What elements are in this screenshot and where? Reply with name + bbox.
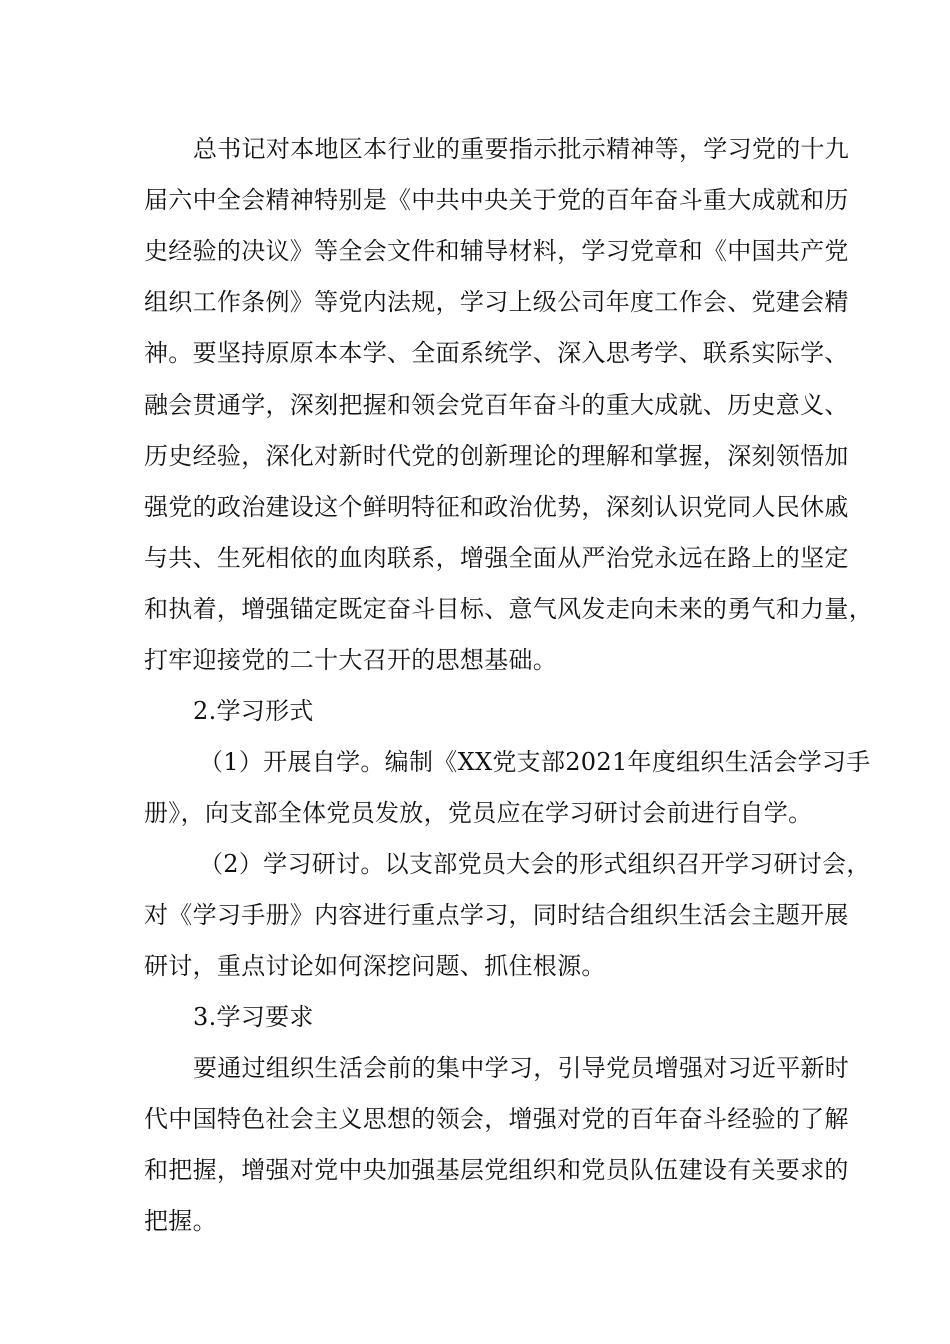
paragraph-line: 册》，向支部全体党员发放，党员应在学习研讨会前进行自学。 [144, 799, 813, 827]
paragraph-line: 和把握，增强对党中央加强基层党组织和党员队伍建设有关要求的 [144, 1156, 849, 1184]
list-item-self-study: （1）开展自学。编制《XX党支部2021年度组织生活会学习手 [199, 748, 871, 776]
paragraph-line: 强党的政治建设这个鲜明特征和政治优势，深刻认识党同人民休戚 [144, 493, 849, 521]
paragraph-line: 组织工作条例》等党内法规，学习上级公司年度工作会、党建会精 [144, 288, 849, 316]
paragraph-line: 把握。 [144, 1207, 217, 1235]
paragraph-line: 要通过组织生活会前的集中学习，引导党员增强对习近平新时 [193, 1054, 850, 1082]
paragraph-line: 历史经验，深化对新时代党的创新理论的理解和掌握，深刻领悟加 [144, 442, 849, 470]
paragraph-line: 代中国特色社会主义思想的领会，增强对党的百年奋斗经验的了解 [144, 1105, 849, 1133]
paragraph-line: 总书记对本地区本行业的重要指示批示精神等，学习党的十九 [193, 135, 850, 163]
paragraph-line: 融会贯通学，深刻把握和领会党百年奋斗的重大成就、历史意义、 [144, 391, 849, 419]
paragraph-line: 神。要坚持原原本本学、全面系统学、深入思考学、联系实际学、 [144, 339, 849, 367]
paragraph-line: 史经验的决议》等全会文件和辅导材料，学习党章和《中国共产党 [144, 237, 849, 265]
paragraph-line: 研讨，重点讨论如何深挖问题、抓住根源。 [144, 952, 606, 980]
paragraph-line: 届六中全会精神特别是《中共中央关于党的百年奋斗重大成就和历 [144, 186, 849, 214]
paragraph-line: 对《学习手册》内容进行重点学习，同时结合组织生活会主题开展 [144, 901, 849, 929]
paragraph-line: 打牢迎接党的二十大召开的思想基础。 [144, 646, 558, 674]
section-heading-study-form: 2.学习形式 [193, 697, 314, 725]
section-heading-study-requirements: 3.学习要求 [193, 1003, 314, 1031]
paragraph-line: 与共、生死相依的血肉联系，增强全面从严治党永远在路上的坚定 [144, 544, 849, 572]
list-item-study-discussion: （2）学习研讨。以支部党员大会的形式组织召开学习研讨会， [199, 850, 871, 878]
paragraph-line: 和执着，增强锚定既定奋斗目标、意气风发走向未来的勇气和力量， [144, 595, 873, 623]
